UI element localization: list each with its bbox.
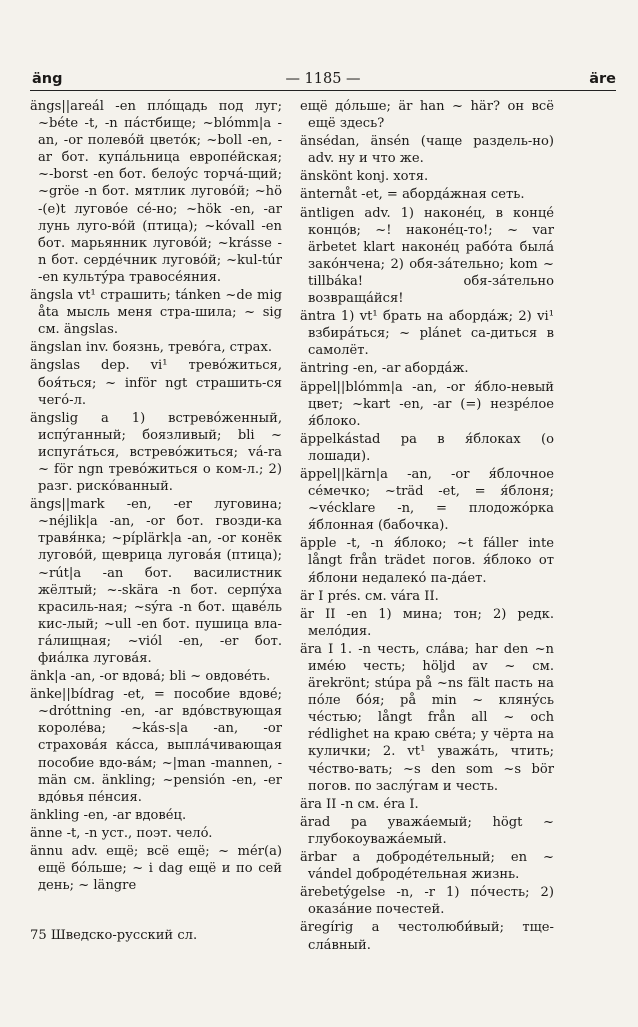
- page-header: [30, 66, 616, 91]
- entry: äntligen adv. 1) наконéц, в концé концóв; ~! наконéц-то!; ~ var ärbetet klart наконéц рабóта былá закóнчена; 2) обя-зáтельно; kom ~ tillbáka! обя-зáтельно возвращáйся!: [300, 205, 554, 307]
- entry: är II -en 1) мина; тон; 2) редк. мелóдия.: [300, 606, 554, 639]
- entry: äntring -en, -ar абордáж.: [300, 361, 469, 377]
- entry: ängslig a 1) встревóженный, испýганный; боязливый; bli ~ испугáться, встревóжиться; vá-ra ~ för ngn тревóжиться о ком-л.; 2) разг. рискóванный.: [30, 410, 282, 495]
- right-column: [300, 98, 554, 955]
- entry: änk|a -an, -or вдовá; bli ~ овдовéть.: [30, 669, 271, 685]
- entry: äppel||blómm|a -an, -or я́бло-невый цвет; ~kart -en, -ar (=) незрéлое я́блоко.: [300, 379, 554, 429]
- entry: äppel||kärn|a -an, -or я́блочное сéмечко; ~träd -et, = я́блоня; ~vécklare -n, = плодожóрка я́блонная (бабочка).: [300, 466, 554, 534]
- entry: ärad pa уважáемый; högt ~ глубокоуважáемый.: [300, 814, 554, 847]
- entry: äregírig a честолюби́вый; тще-слáвный.: [300, 920, 554, 953]
- entry: ängs||mark -en, -er луговина; ~néjlik|a -an, -or бот. гвозди-ка травя́нка; ~píplärk|a -an, -or конёк луговóй, щеврица луговáя (птица); ~rút|a -an бот. василистник жёлтый; ~-skära -n бот. серпýха красиль-ная; ~sýra -n бот. щавéль кис-лый; ~ull -en бот. пушица вла-гáлищная; ~viól -en, -er бот. фиáлка луговáя.: [30, 497, 282, 666]
- footer-signature: 75 Шведско-русский сл.: [30, 928, 198, 943]
- entry: ännu adv. ещё; всё ещё; ~ mér(a) ещё бóльше; ~ i dag ещё и по сей день; ~ längre: [30, 844, 282, 894]
- entry: ängsla vt¹ страшить; tánken ~de mig åta мысль меня стра-шила; ~ sig см. ängslas.: [30, 288, 282, 338]
- entry: änke||bídrag -et, = пособие вдовé; ~dróttning -en, -ar вдóвствующая королéва; ~kás-s|a -an, -or страховáя кáсса, выплáчивающая пособие вдо-вáм; ~|man -mannen, -män см. änkling; ~pensión -en, -er вдóвья пéнсия.: [30, 687, 282, 805]
- entry: är I prés. см. vára II.: [300, 588, 439, 604]
- entry: ära I 1. -n честь, слáва; har den ~n имéю честь; höljd av ~ см. ärekrönt; stúpa på ~ns fält пасть на пóле бóя; på min ~ клянýсь чéстью; långt från all ~ och rédlighet на краю свéта; у чёрта на кулички; 2. vt¹ уважáть, чтить; чéство-вать; ~s den som ~s bör погов. по заслýгам и честь.: [300, 641, 554, 794]
- entry: äntra 1) vt¹ брать на абордáж; 2) vi¹ взбирáться; ~ plánet са-диться в самолёт.: [300, 309, 554, 359]
- entry: ängs||areál -en плóщадь под луг; ~béte -t, -n пáстбище; ~blómm|a -an, -or полевóй цветóк; ~boll -en, -ar бот. купáльница европéйская; ~-borst -en бот. белоýс торчá-щий; ~gröe -n бот. мятлик луговóй; ~hö -(e)t луговóе сé-но; ~hök -en, -ar лунь луго-вóй (птица); ~kóvall -en бот. марьянник луговóй; ~krásse -n бот. сердéчник луговóй; ~kul-túr -en культýра травосéяния.: [30, 99, 282, 285]
- entry: änternåt -et, = абордáжная сеть.: [300, 187, 525, 203]
- entry: ängslan inv. боязнь, тревóга, страх.: [30, 340, 272, 356]
- entry: äpple -t, -n я́блоко; ~t fáller inte långt från trädet погов. я́блоко от я́блони недалекó па-дáет.: [300, 536, 554, 586]
- entry: änskönt konj. хотя.: [300, 169, 429, 185]
- left-headword: äng: [32, 71, 63, 87]
- right-headword: äre: [589, 71, 616, 87]
- entry: ärbar a добродéтельный; en ~ vándel добродéтельная жизнь.: [300, 850, 554, 883]
- entry: äppelkástad pa в я́блоках (о лошади).: [300, 431, 554, 464]
- left-column: [30, 98, 282, 895]
- entry: änsédan, änsén (чаще раздель-но) adv. ну и что же.: [300, 134, 554, 167]
- entry: änkling -en, -ar вдовéц.: [30, 807, 187, 823]
- entry: änne -t, -n уст., поэт. челó.: [30, 825, 213, 841]
- entry: ära II -n см. éra I.: [300, 796, 419, 812]
- entry: ängslas dep. vi¹ тревóжиться, боя́ться; ~ inför ngt страшить-ся чегó-л.: [30, 358, 282, 408]
- entry: ärebetýgelse -n, -r 1) пóчесть; 2) оказáние почестей.: [300, 885, 554, 918]
- entry: ещё дóльше; är han ~ här? он всё ещё здесь?: [300, 99, 554, 132]
- page-number: — 1185 —: [285, 71, 361, 87]
